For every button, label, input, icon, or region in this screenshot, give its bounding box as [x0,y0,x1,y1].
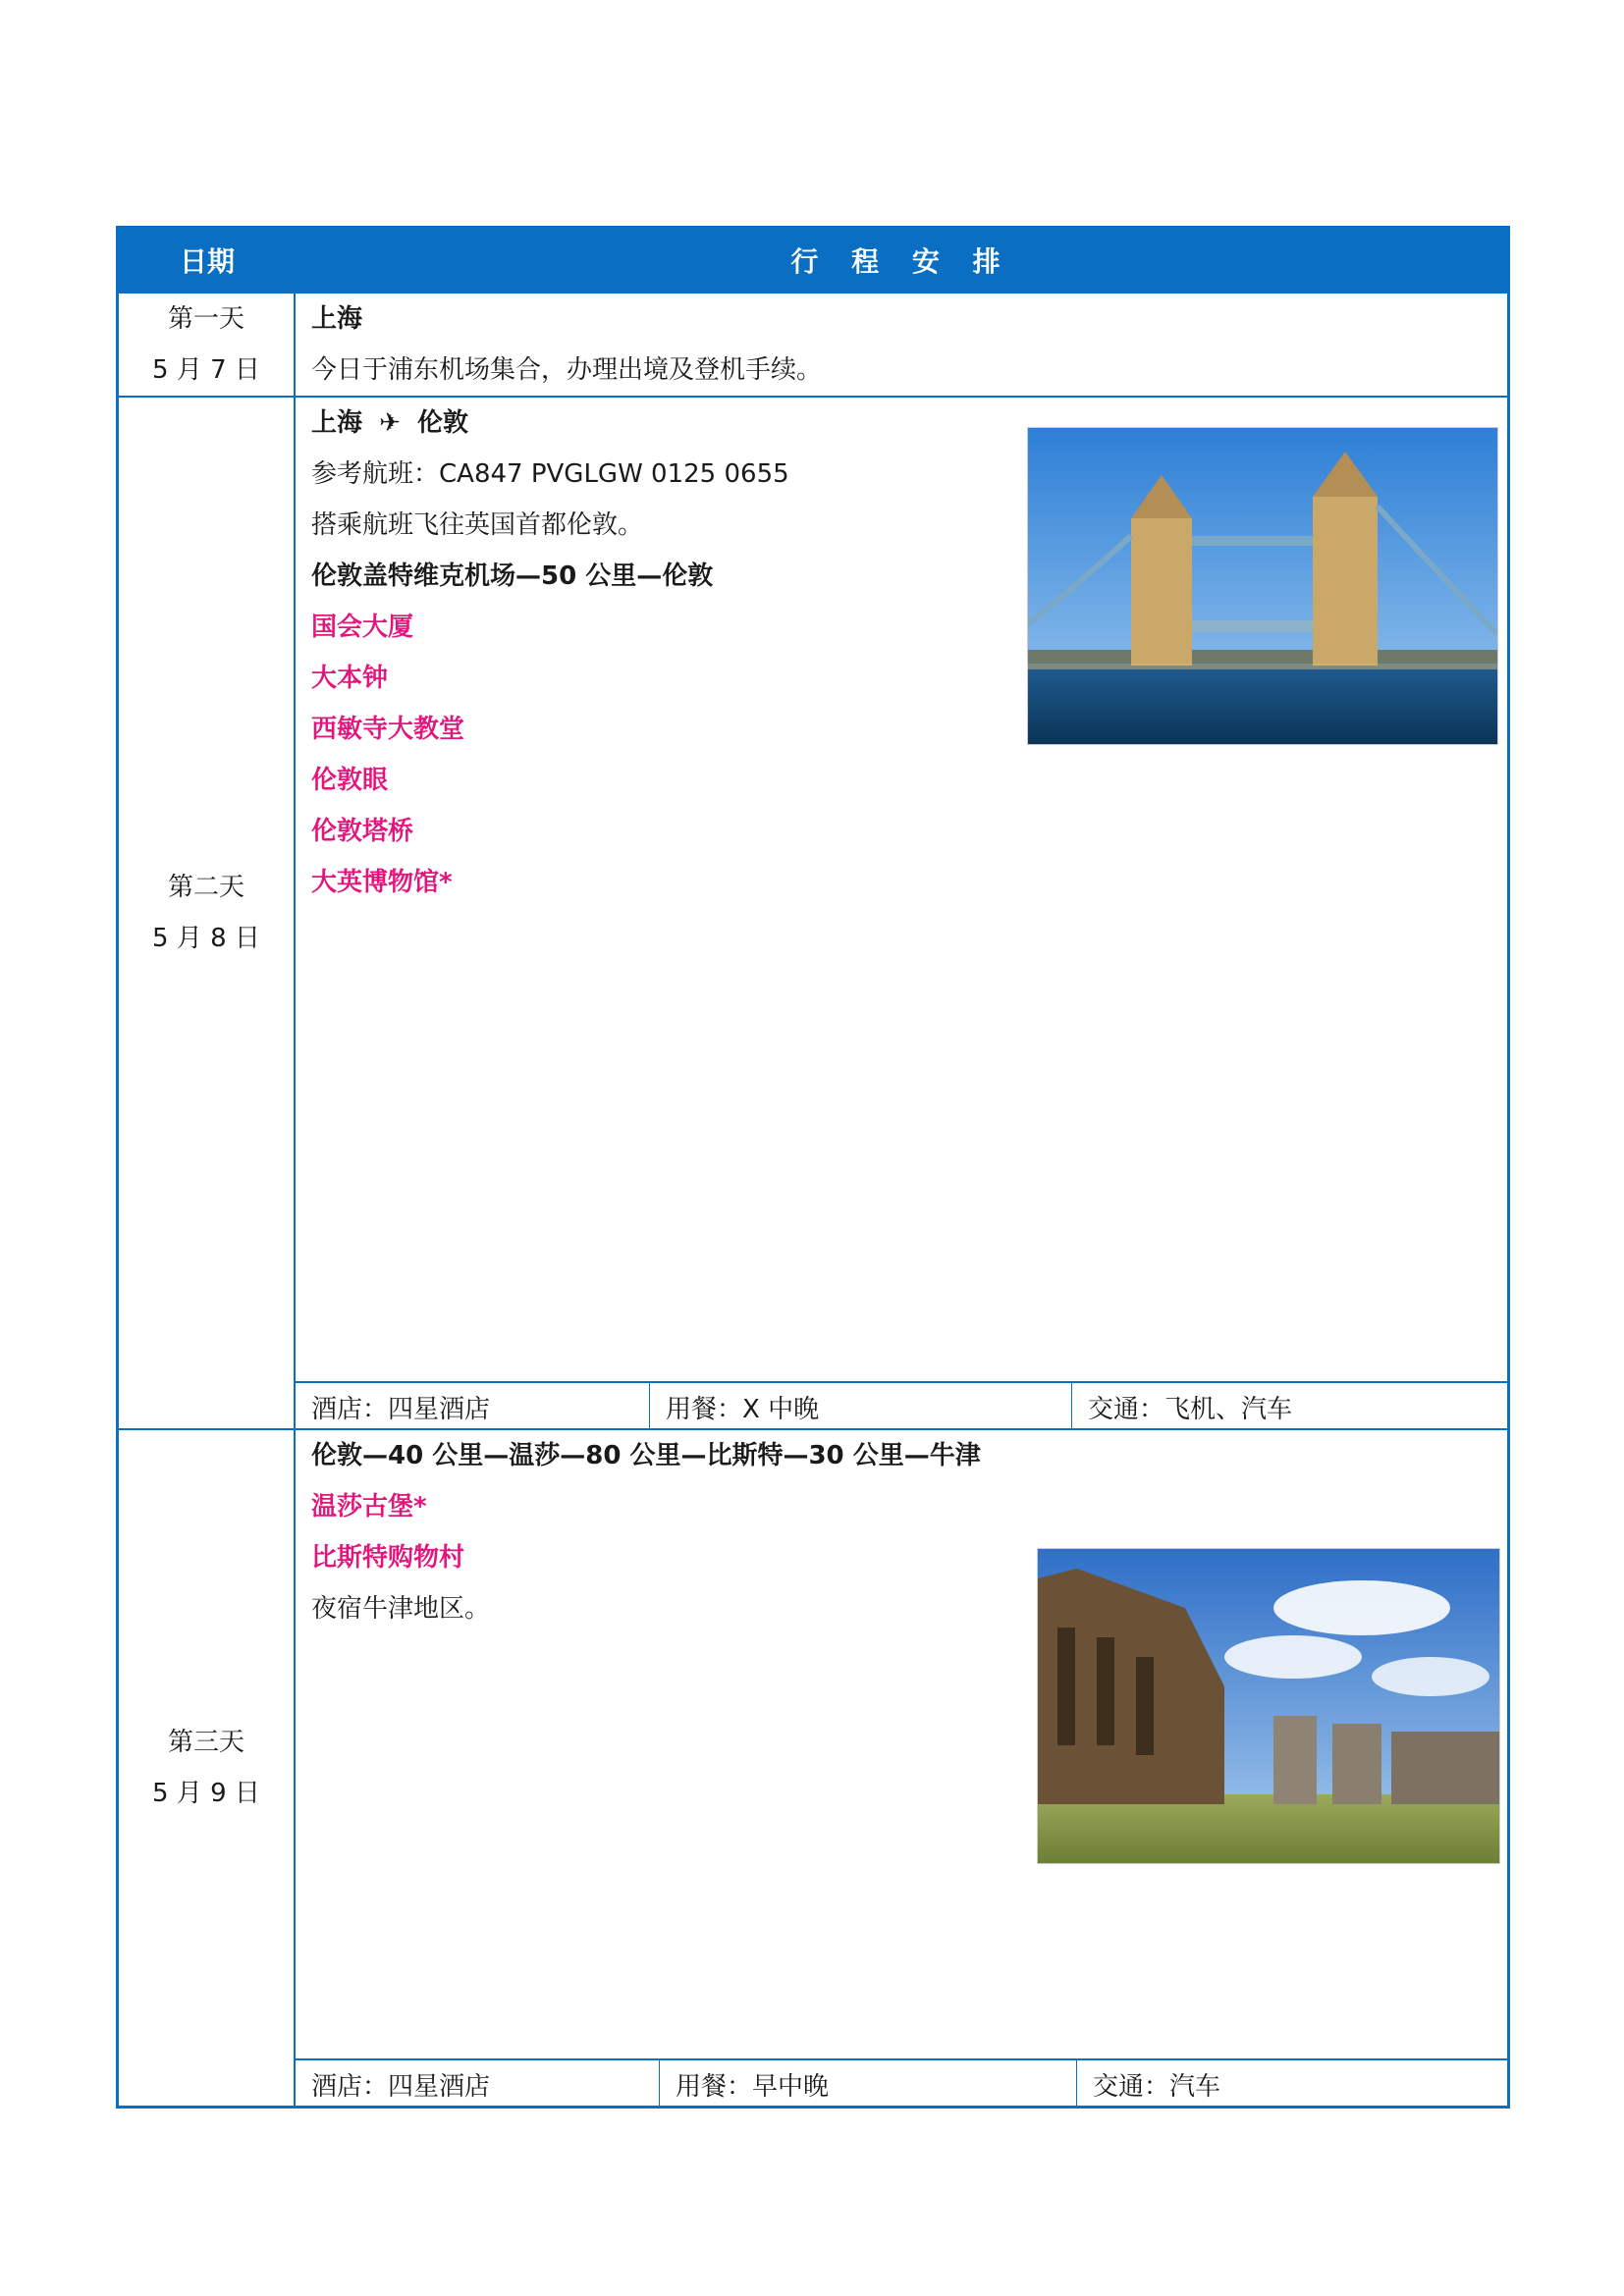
airplane-icon: ✈ [379,408,401,438]
itinerary-table [116,226,1510,2109]
hotel-info: 酒店：四星酒店 [311,2071,491,2102]
table-header [119,229,1507,292]
day-body: 今日于浦东机场集合，办理出境及登机手续。 [311,355,823,385]
day-date: 5 月 9 日 [152,1779,260,1808]
highlight: 伦敦眼 [311,766,389,795]
flight-info: 参考航班：CA847 PVGLGW 0125 0655 [311,459,789,489]
flight-note: 搭乘航班飞往英国首都伦敦。 [311,510,644,540]
day-row-1 [119,292,1507,396]
highlight: 西敏寺大教堂 [311,715,465,744]
day-label: 第三天 [167,1728,244,1757]
route: 伦敦盖特维克机场—50 公里—伦敦 [311,561,714,591]
meal-info: 用餐：X 中晚 [649,1383,1071,1430]
day-date: 5 月 8 日 [152,924,260,953]
day-label: 第二天 [167,873,244,902]
highlight: 温莎古堡* [311,1492,427,1522]
day-title: 上海 ✈ 伦敦 [311,408,468,438]
route: 伦敦—40 公里—温莎—80 公里—比斯特—30 公里—牛津 [311,1441,981,1470]
meal-info: 用餐：早中晚 [659,2060,1076,2108]
transport-info: 交通：汽车 [1076,2060,1507,2108]
highlight: 比斯特购物村 [311,1543,465,1573]
day-title: 上海 [311,304,363,334]
day-info-bar [296,1381,1507,1430]
day-info-bar [296,2058,1507,2108]
highlight: 国会大厦 [311,613,414,642]
day-label: 第一天 [167,304,244,334]
header-date: 日期 [179,245,235,278]
transport-info: 交通：飞机、汽车 [1071,1383,1507,1430]
day-row-2 [119,396,1507,1428]
day-row-3 [119,1428,1507,2106]
hotel-info: 酒店：四星酒店 [311,1394,491,1424]
highlight: 大英博物馆* [311,868,453,897]
overnight-note: 夜宿牛津地区。 [311,1594,491,1624]
header-plan: 行 程 安 排 [790,245,1012,278]
day-date: 5 月 7 日 [152,355,260,385]
highlight: 大本钟 [311,664,389,693]
highlight: 伦敦塔桥 [311,817,414,846]
windsor-castle-photo [1037,1548,1500,1864]
tower-bridge-photo [1027,427,1498,745]
